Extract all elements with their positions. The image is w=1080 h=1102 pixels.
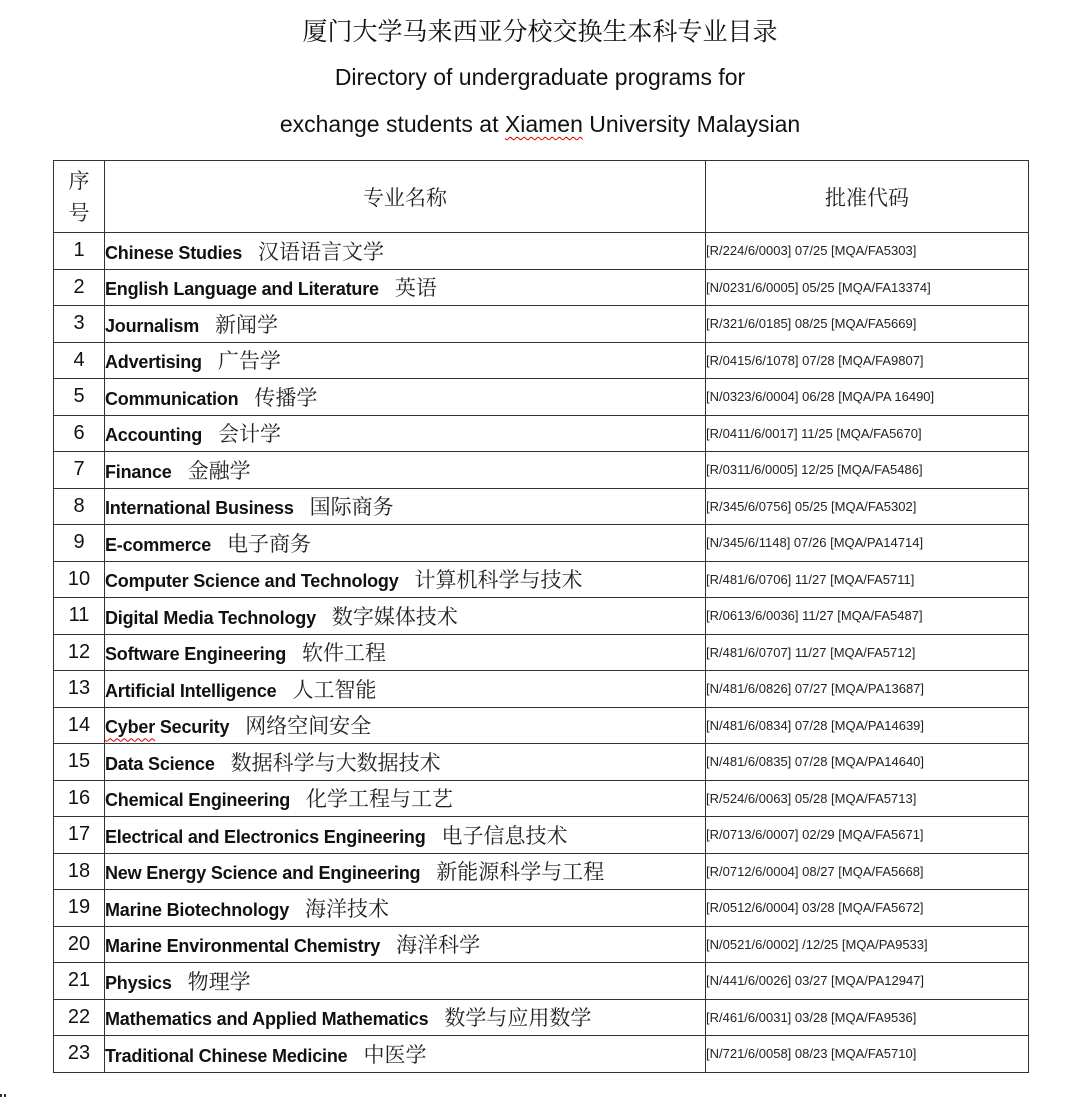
- approval-code: [R/0512/6/0004] 03/28 [MQA/FA5672]: [706, 890, 1029, 927]
- approval-code: [N/481/6/0826] 07/27 [MQA/PA13687]: [706, 671, 1029, 708]
- program-name-cell: [105, 999, 706, 1036]
- table-row: [54, 853, 1029, 890]
- approval-code: [N/441/6/0026] 03/27 [MQA/PA12947]: [706, 963, 1029, 1000]
- row-number: 4: [54, 342, 105, 379]
- program-name-zh: 海洋科学: [396, 933, 481, 958]
- program-name-en: International Business: [105, 498, 294, 519]
- row-number: 3: [54, 306, 105, 343]
- approval-code: [R/481/6/0707] 11/27 [MQA/FA5712]: [706, 634, 1029, 671]
- program-name-cell: [105, 926, 706, 963]
- program-name-en: English Language and Literature: [105, 279, 379, 300]
- table-row: [54, 999, 1029, 1036]
- row-number: 9: [54, 525, 105, 562]
- program-name-zh: 数据科学与大数据技术: [230, 750, 441, 775]
- approval-code: [R/224/6/0003] 07/25 [MQA/FA5303]: [706, 233, 1029, 270]
- approval-code: [N/0231/6/0005] 05/25 [MQA/FA13374]: [706, 269, 1029, 306]
- program-name-zh: 英语: [394, 276, 437, 301]
- table-row: [54, 780, 1029, 817]
- table-row: [54, 269, 1029, 306]
- table-row: [54, 890, 1029, 927]
- table-header-row: [54, 161, 1029, 233]
- table-row: [54, 963, 1029, 1000]
- table-row: [54, 744, 1029, 781]
- program-name-en: Electrical and Electronics Engineering: [105, 826, 426, 847]
- program-name-zh: 电子商务: [227, 531, 312, 556]
- program-name-cell: [105, 817, 706, 854]
- approval-code: [N/0323/6/0004] 06/28 [MQA/PA 16490]: [706, 379, 1029, 416]
- program-name-en: Finance: [105, 461, 172, 482]
- table-row: [54, 415, 1029, 452]
- row-number: 22: [54, 999, 105, 1036]
- program-name-zh: 会计学: [218, 422, 281, 447]
- program-name-zh: 计算机科学与技术: [414, 568, 583, 593]
- program-name-en: Data Science: [105, 753, 215, 774]
- program-name-en: Physics: [105, 972, 172, 993]
- program-name-en: Marine Environmental Chemistry: [105, 936, 381, 957]
- approval-code: [R/524/6/0063] 05/28 [MQA/FA5713]: [706, 780, 1029, 817]
- program-name-en: Computer Science and Technology: [105, 571, 399, 592]
- program-name-cell: [105, 707, 706, 744]
- program-name-cell: [105, 269, 706, 306]
- program-name-cell: [105, 488, 706, 525]
- table-row: [54, 525, 1029, 562]
- approval-code: [R/345/6/0756] 05/25 [MQA/FA5302]: [706, 488, 1029, 525]
- row-number: 5: [54, 379, 105, 416]
- table-row: [54, 561, 1029, 598]
- table-row: [54, 306, 1029, 343]
- title-text-after: University Malaysian: [582, 111, 801, 137]
- program-name-zh: 传播学: [254, 385, 318, 410]
- program-name-cell: [105, 671, 706, 708]
- seq-char-1: 序: [68, 168, 90, 193]
- program-name-zh: 国际商务: [309, 495, 394, 520]
- row-number: 10: [54, 561, 105, 598]
- program-name-cell: [105, 1036, 706, 1073]
- approval-code: [R/0415/6/1078] 07/28 [MQA/FA9807]: [706, 342, 1029, 379]
- program-name-cell: [105, 780, 706, 817]
- row-number: 20: [54, 926, 105, 963]
- approval-code: [R/0713/6/0007] 02/29 [MQA/FA5671]: [706, 817, 1029, 854]
- program-name-cell: [105, 452, 706, 489]
- program-directory-table: [53, 160, 1029, 1073]
- table-row: [54, 233, 1029, 270]
- program-name-zh: 汉语语言文学: [258, 239, 385, 264]
- program-name-en: [105, 717, 229, 737]
- program-name-en: E-commerce: [105, 534, 212, 555]
- row-number: 1: [54, 233, 105, 270]
- program-name-en: Artificial Intelligence: [105, 680, 277, 701]
- table-row: [54, 671, 1029, 708]
- program-name-en: Mathematics and Applied Mathematics: [105, 1009, 429, 1030]
- program-name-cell: [105, 561, 706, 598]
- approval-code: [N/481/6/0834] 07/28 [MQA/PA14639]: [706, 707, 1029, 744]
- program-name-cell: [105, 415, 706, 452]
- program-name-en-rest: Security: [155, 717, 230, 738]
- approval-code: [R/0712/6/0004] 08/27 [MQA/FA5668]: [706, 853, 1029, 890]
- row-number: 18: [54, 853, 105, 890]
- program-name-en: Accounting: [105, 425, 202, 446]
- table-row: [54, 707, 1029, 744]
- seq-char-2: 号: [68, 200, 90, 225]
- program-name-zh: 电子信息技术: [441, 823, 568, 848]
- title-text-before: exchange students at: [279, 111, 505, 137]
- table-row: [54, 488, 1029, 525]
- column-header-seq: [54, 161, 105, 233]
- approval-code: [N/345/6/1148] 07/26 [MQA/PA14714]: [706, 525, 1029, 562]
- program-name-en: New Energy Science and Engineering: [105, 863, 421, 884]
- row-number: 12: [54, 634, 105, 671]
- program-name-en: Marine Biotechnology: [105, 899, 290, 920]
- row-number: 8: [54, 488, 105, 525]
- program-name-cell: [105, 890, 706, 927]
- program-name-zh: 网络空间安全: [245, 714, 372, 739]
- table-row: [54, 926, 1029, 963]
- row-number: 2: [54, 269, 105, 306]
- approval-code: [R/481/6/0706] 11/27 [MQA/FA5711]: [706, 561, 1029, 598]
- approval-code: [R/461/6/0031] 03/28 [MQA/FA9536]: [706, 999, 1029, 1036]
- program-name-cell: [105, 379, 706, 416]
- column-header-approval-code: 批准代码: [706, 161, 1029, 233]
- document-title-zh: 厦门大学马来西亚分校交换生本科专业目录: [302, 17, 778, 46]
- program-name-en: Chemical Engineering: [105, 790, 291, 811]
- program-name-zh: 软件工程: [302, 641, 387, 666]
- row-number: 14: [54, 707, 105, 744]
- document-title-en-line1: Directory of undergraduate programs for: [334, 64, 746, 90]
- table-row: [54, 598, 1029, 635]
- row-number: 15: [54, 744, 105, 781]
- program-name-en: Digital Media Technology: [105, 607, 316, 628]
- program-name-cell: [105, 233, 706, 270]
- program-name-en: Advertising: [105, 352, 202, 373]
- table-row: [54, 1036, 1029, 1073]
- program-name-en: Journalism: [105, 315, 200, 336]
- spellcheck-flagged-word: Cyber: [105, 717, 156, 738]
- program-name-zh: 化学工程与工艺: [306, 787, 454, 812]
- program-name-zh: 海洋技术: [305, 896, 390, 921]
- row-number: 16: [54, 780, 105, 817]
- program-name-cell: [105, 342, 706, 379]
- approval-code: [N/721/6/0058] 08/23 [MQA/FA5710]: [706, 1036, 1029, 1073]
- approval-code: [R/0311/6/0005] 12/25 [MQA/FA5486]: [706, 452, 1029, 489]
- table-row: [54, 634, 1029, 671]
- program-name-cell: [105, 525, 706, 562]
- table-row: [54, 817, 1029, 854]
- program-name-zh: 新能源科学与工程: [436, 860, 605, 885]
- document-title-en-line2: [0, 107, 1080, 141]
- program-name-zh: 数学与应用数学: [444, 1006, 592, 1031]
- program-name-zh: 物理学: [187, 969, 251, 994]
- program-name-cell: [105, 598, 706, 635]
- table-row: [54, 379, 1029, 416]
- program-name-zh: 中医学: [363, 1042, 427, 1067]
- program-name-zh: 广告学: [217, 349, 281, 374]
- program-name-zh: 数字媒体技术: [331, 604, 458, 629]
- approval-code: [N/481/6/0835] 07/28 [MQA/PA14640]: [706, 744, 1029, 781]
- row-number: 13: [54, 671, 105, 708]
- row-number: 11: [54, 598, 105, 635]
- table-row: [54, 342, 1029, 379]
- program-name-cell: [105, 744, 706, 781]
- approval-code: [R/321/6/0185] 08/25 [MQA/FA5669]: [706, 306, 1029, 343]
- program-name-en: Traditional Chinese Medicine: [105, 1045, 348, 1066]
- approval-code: [R/0411/6/0017] 11/25 [MQA/FA5670]: [706, 415, 1029, 452]
- program-name-en: Communication: [105, 388, 239, 409]
- table-row: [54, 452, 1029, 489]
- program-name-cell: [105, 306, 706, 343]
- program-name-cell: [105, 963, 706, 1000]
- row-number: 23: [54, 1036, 105, 1073]
- spellcheck-flagged-word: Xiamen: [504, 111, 583, 137]
- row-number: 17: [54, 817, 105, 854]
- page-marker-dots: [0, 1094, 6, 1098]
- row-number: 19: [54, 890, 105, 927]
- program-name-en: Chinese Studies: [105, 242, 243, 263]
- program-name-cell: [105, 853, 706, 890]
- column-header-program-name: 专业名称: [105, 161, 706, 233]
- program-name-zh: 新闻学: [215, 312, 279, 337]
- program-name-zh: 金融学: [187, 458, 251, 483]
- row-number: 7: [54, 452, 105, 489]
- program-name-cell: [105, 634, 706, 671]
- row-number: 6: [54, 415, 105, 452]
- program-name-zh: 人工智能: [292, 677, 377, 702]
- program-name-en: Software Engineering: [105, 644, 287, 665]
- approval-code: [N/0521/6/0002] /12/25 [MQA/PA9533]: [706, 926, 1029, 963]
- approval-code: [R/0613/6/0036] 11/27 [MQA/FA5487]: [706, 598, 1029, 635]
- row-number: 21: [54, 963, 105, 1000]
